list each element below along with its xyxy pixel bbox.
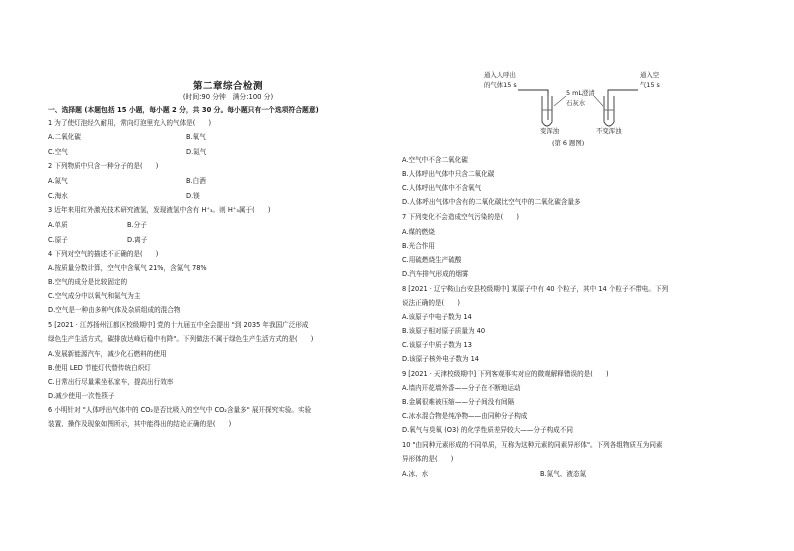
question-5-line-2: 绿色生产生活方式，碳排放达峰后稳中有降"。下列做法不属于绿色生产生活方式的是( ) [48, 335, 314, 343]
diagram-label-mid-bottom: 石灰水 [566, 99, 586, 107]
q7-option-d: D.汽车排气形成的烟雾 [402, 270, 469, 278]
q10-option-b: B.氮气、液态氮 [540, 470, 587, 478]
question-6-line-2: 装置、操作及现象如图所示，其中能得出的结论正确的是( ) [48, 420, 232, 428]
q1-option-b: B.氧气 [186, 133, 206, 141]
question-8-line-1: 8 [2021 · 辽宁鞍山台安县校级期中] 某原子中有 40 个粒子，其中 14 个粒子不带电。下列 [402, 285, 669, 293]
diagram-label-mid-top: 5 mL澄清 [566, 89, 595, 97]
q4-option-a: A.按质量分数计算，空气中含氧气 21%，含氮气 78% [48, 264, 207, 272]
exam-meta: (时间:90 分钟 满分:100 分) [182, 93, 274, 101]
q7-option-b: B.光合作用 [402, 242, 435, 250]
q7-option-a: A.煤的燃烧 [402, 228, 435, 236]
q1-option-c: C.空气 [48, 148, 68, 156]
q6-option-d: D.人体呼出气体中含有的二氧化碳比空气中的二氧化碳含量多 [402, 198, 581, 206]
page-title: 第二章综合检测 [192, 81, 263, 92]
diagram-caption-left: 变浑浊 [540, 127, 560, 135]
q3-option-c: C.原子 [48, 236, 68, 244]
q1-option-d: D.氮气 [186, 148, 207, 156]
q3-option-d: D.离子 [127, 236, 148, 244]
q2-option-a: A.氮气 [48, 177, 68, 185]
question-3: 3 近年来用红外激光技术研究液氢，发现液氢中含有 H⁺₃。则 H⁺₃属于( ) [48, 206, 271, 214]
q5-option-a: A.发展新能源汽车，减少化石燃料的使用 [48, 350, 167, 358]
q2-option-b: B.白酒 [186, 177, 206, 185]
diagram-label-left-bottom: 的气体15 s [484, 81, 517, 89]
q4-option-d: D.空气是一种由多种气体及杂质组成的混合物 [48, 306, 181, 314]
question-10-line-2: 异形体的是( ) [402, 455, 454, 463]
question-8-line-2: 说法正确的是( ) [402, 299, 460, 307]
q6-option-a: A.空气中不含二氧化碳 [402, 156, 468, 164]
question-9: 9 [2021 · 天津校级期中] 下列客观事实对应的微观解释错误的是( ) [402, 370, 609, 378]
apparatus-diagram [480, 60, 700, 140]
q7-option-c: C.用硫燃烧生产硫酸 [402, 256, 462, 264]
q4-option-c: C.空气成分中以氧气和氮气为主 [48, 292, 141, 300]
q5-option-c: C.日常出行尽量乘坐私家车，提高出行效率 [48, 378, 174, 386]
q4-option-b: B.空气的成分是比较固定的 [48, 278, 128, 286]
q9-option-d: D.氧气与臭氧 (O3) 的化学性质差异较大——分子构成不同 [402, 426, 573, 434]
question-10-line-1: 10 "由同种元素形成的不同单质，互称为这种元素的同素异形体"。下列各组物质互为同素 [402, 441, 663, 449]
q8-option-d: D.该原子核外电子数为 14 [402, 355, 480, 363]
q9-option-a: A.墙内开花墙外香——分子在不断地运动 [402, 384, 521, 392]
diagram-label-left-top: 通入人呼出 [484, 71, 516, 79]
diagram-label-right-top: 通入空 [640, 71, 660, 79]
q5-option-b: B.使用 LED 节能灯代替传统白炽灯 [48, 364, 151, 372]
q3-option-a: A.单质 [48, 221, 68, 229]
q8-option-c: C.该原子中质子数为 13 [402, 341, 472, 349]
q6-option-c: C.人体呼出气体中不含氧气 [402, 184, 482, 192]
q8-option-a: A.该原子中电子数为 14 [402, 313, 472, 321]
question-6-line-1: 6 小明针对 "人体呼出气体中的 CO₂是否比吸入的空气中 CO₂含量多" 展开探究实验。实验 [48, 406, 312, 414]
q6-option-b: B.人体呼出气体中只含二氧化碳 [402, 170, 495, 178]
q10-option-a: A.冰、水 [402, 470, 429, 478]
section-heading: 一、选择题 (本题包括 15 小题，每小题 2 分，共 30 分。每小题只有一个选项符合题意) [48, 106, 319, 114]
q9-option-c: C.冰水混合物是纯净物——由同种分子构成 [402, 412, 528, 420]
diagram-caption-right: 不变浑浊 [596, 127, 622, 135]
q3-option-b: B.分子 [127, 221, 147, 229]
question-2: 2 下列物质中只含一种分子的是( ) [48, 162, 159, 170]
q8-option-b: B.该原子相对原子质量为 40 [402, 327, 486, 335]
diagram-label-right-bottom: 气15 s [640, 81, 660, 89]
question-5-line-1: 5 [2021 · 江苏扬州江都区校级期中] 党的十九届五中全会提出 "到 2035 年我国广泛形成 [48, 321, 309, 329]
q2-option-c: C.海水 [48, 192, 68, 200]
question-1: 1 为了使灯泡经久耐用，常向灯泡里充入的气体是( ) [48, 119, 212, 127]
figure-caption: (第 6 题图) [552, 139, 585, 147]
q5-option-d: D.减少使用一次性筷子 [48, 392, 115, 400]
q2-option-d: D.镁 [186, 192, 200, 200]
question-4: 4 下列对空气的描述不正确的是( ) [48, 250, 159, 258]
q9-option-b: B.金属很难被压缩——分子间没有间隔 [402, 398, 515, 406]
question-7: 7 下列变化不会造成空气污染的是( ) [402, 213, 519, 221]
q1-option-a: A.二氧化碳 [48, 133, 81, 141]
